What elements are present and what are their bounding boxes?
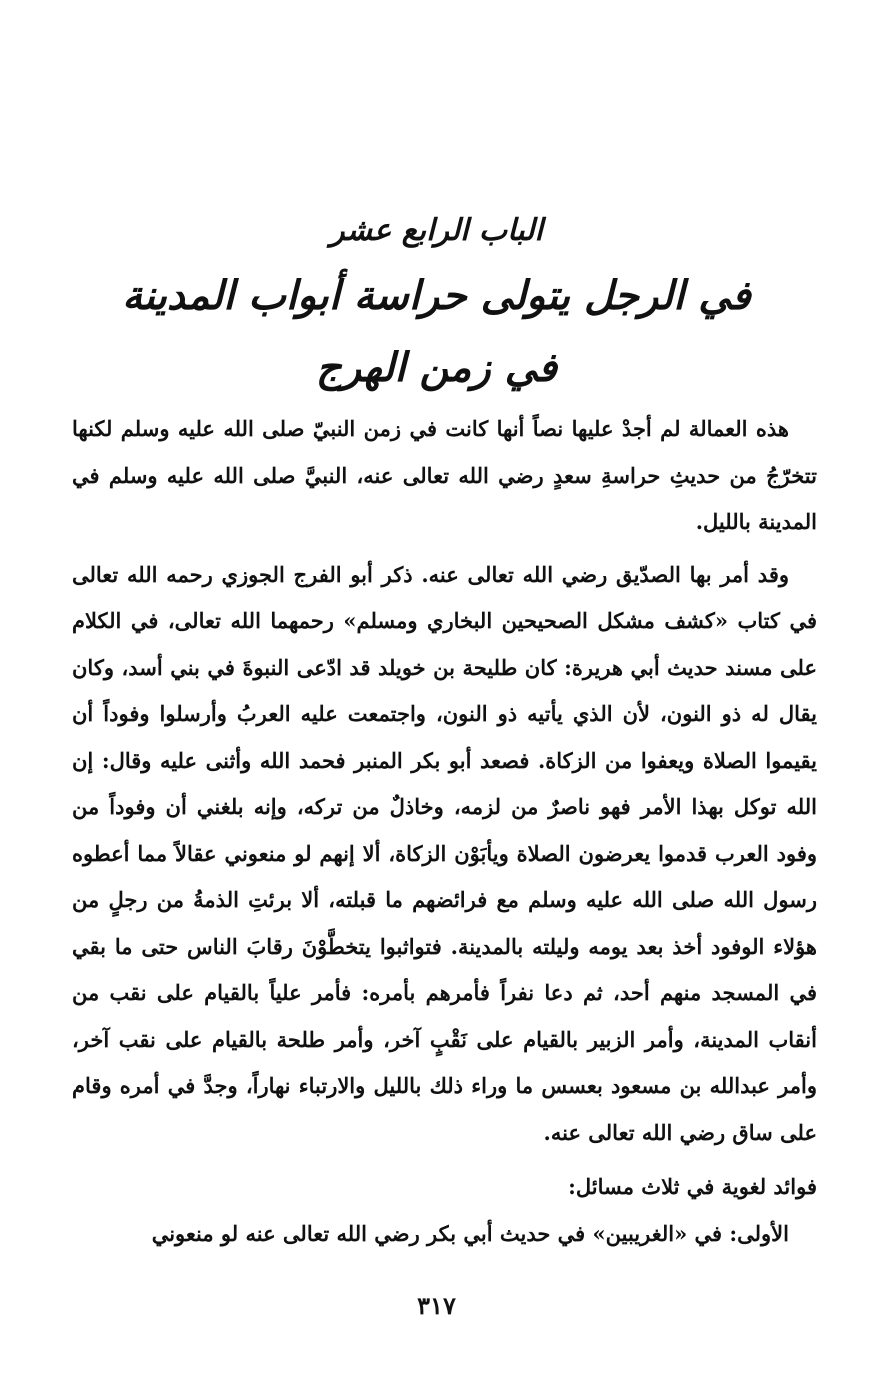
chapter-number: الباب الرابع عشر bbox=[330, 213, 543, 248]
body-text bbox=[72, 406, 817, 1257]
paragraph-narrative: وقد أمر بها الصدّيق رضي الله تعالى عنه. ذكر أبو الفرج الجوزي رحمه الله تعالى في كتاب «كشف مشكل الصحيحين البخاري ومسلم» رحمهما الله تعالى، في الكلام على مسند حديث أبي هريرة: كان طليحة بن خويلد قد ادّعى النبوةَ في بني أسد، وكان يقال له ذو النون، لأن الذي يأتيه ذو النون، واجتمعت عليه العربُ وأرسلوا وفوداً أن يقيموا الصلاة ويعفوا من الزكاة. فصعد أبو بكر المنبر فحمد الله وأثنى عليه وقال: إن الله توكل بهذا الأمر فهو ناصرٌ من لزمه، وخاذلٌ من تركه، وإنه بلغني أن وفوداً من وفود العرب قدموا يعرضون الصلاة ويأبَوْن الزكاة، ألا إنهم لو منعوني عقالاً مما أعطوه رسول الله صلى الله عليه وسلم مع فرائضهم ما قبلته، ألا برئتِ الذمةُ من رجلٍ من هؤلاء الوفود أخذ بعد يومه وليلته بالمدينة. فتواثبوا يتخطَّوْنَ رقابَ الناس حتى ما بقي في المسجد منهم أحد، ثم دعا نفراً فأمرهم بأمره: فأمر علياً بالقيام على نقب من أنقاب المدينة، وأمر الزبير بالقيام على نَقْبٍ آخر، وأمر طلحة بالقيام على نقب آخر، وأمر عبدالله بن مسعود بعسس ما وراء ذلك بالليل والارتباء نهاراً، وجدَّ في أمره وقام على ساق رضي الله تعالى عنه. bbox=[72, 561, 817, 1145]
paragraph-intro: هذه العمالة لم أجدْ عليها نصاً أنها كانت في زمن النبيّ صلى الله عليه وسلم لكنها تتخرّجُ من حديثِ حراسةِ سعدٍ رضي الله تعالى عنه، النبيَّ صلى الله عليه وسلم في المدينة بالليل. bbox=[72, 416, 817, 534]
chapter-title: في الرجل يتولى حراسة أبواب المدينة bbox=[122, 272, 751, 319]
section-heading: فوائد لغوية في ثلاث مسائل: bbox=[568, 1174, 817, 1199]
page-number: ٣١٧ bbox=[417, 1291, 456, 1320]
chapter-subtitle: في زمن الهرج bbox=[315, 344, 558, 391]
paragraph-first-issue: الأولى: في «الغريبين» في حديث أبي بكر رضي الله تعالى عنه لو منعوني bbox=[151, 1220, 789, 1246]
